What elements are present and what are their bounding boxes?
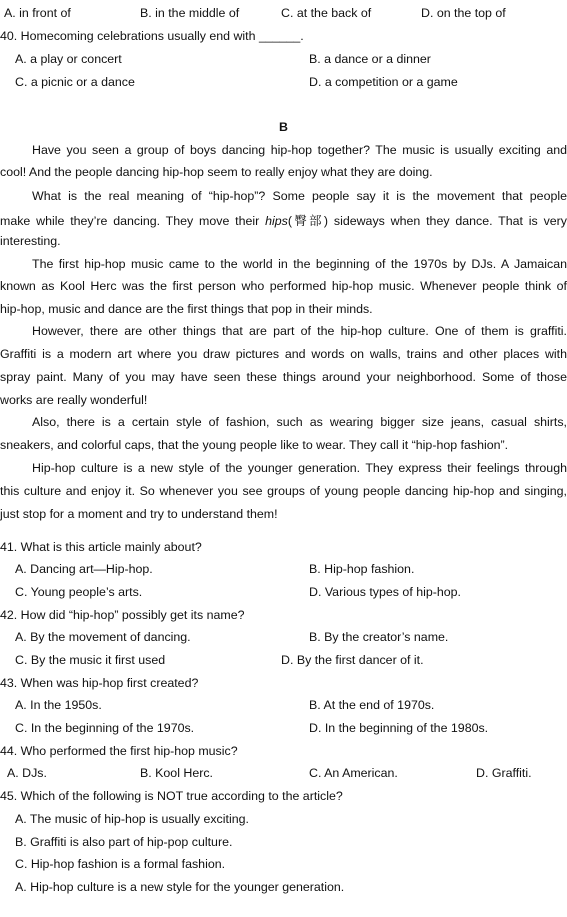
- q44-option-b: B. Kool Herc.: [140, 766, 213, 780]
- q44-stem: 44. Who performed the first hip-hop music?: [0, 744, 238, 758]
- passage-line: Have you seen a group of boys dancing hip-hop together? The music is usually exciting and: [32, 143, 567, 157]
- q45-option-b: B. Graffiti is also part of hip-pop culture.: [15, 835, 233, 849]
- q43-option-c: C. In the beginning of the 1970s.: [15, 721, 195, 735]
- passage-line: just stop for a moment and try to understand them!: [0, 507, 278, 521]
- q42-option-d: D. By the first dancer of it.: [281, 653, 424, 667]
- q40-option-a: A. a play or concert: [15, 52, 122, 66]
- q41-option-d: D. Various types of hip-hop.: [309, 585, 461, 599]
- q44-option-d: D. Graffiti.: [476, 766, 532, 780]
- q41-stem: 41. What is this article mainly about?: [0, 540, 202, 554]
- q42-option-c: C. By the music it first used: [15, 653, 166, 667]
- passage-line: Hip-hop culture is a new style of the younger generation. They express their feelings through: [32, 461, 567, 475]
- passage-line: sneakers, and colorful caps, that the young people like to wear. They call it “hip-hop fashion”.: [0, 438, 509, 452]
- q45-stem: 45. Which of the following is NOT true according to the article?: [0, 789, 343, 803]
- q44-option-c: C. An American.: [309, 766, 398, 780]
- q39-option-d: D. on the top of: [421, 6, 506, 20]
- q43-option-b: B. At the end of 1970s.: [309, 698, 435, 712]
- passage-line: [0, 211, 567, 229]
- q40-option-d: D. a competition or a game: [309, 75, 458, 89]
- q42-option-a: A. By the movement of dancing.: [15, 630, 191, 644]
- passage-line: However, there are other things that are part of the hip-hop culture. One of them is graffiti.: [32, 324, 567, 338]
- passage-line: known as Kool Herc was the first person who performed hip-hop music. Whenever people think of: [0, 279, 567, 293]
- q45-option-d: A. Hip-hop culture is a new style for the younger generation.: [15, 880, 345, 894]
- q43-stem: 43. When was hip-hop first created?: [0, 676, 199, 690]
- q39-option-b: B. in the middle of: [140, 6, 240, 20]
- passage-line: interesting.: [0, 234, 61, 248]
- q42-option-b: B. By the creator’s name.: [309, 630, 449, 644]
- q40-option-b: B. a dance or a dinner: [309, 52, 431, 66]
- q45-option-a: A. The music of hip-hop is usually exciting.: [15, 812, 249, 826]
- passage-text: (臀部) sideways when they dance. That is very: [287, 214, 567, 228]
- passage-line: cool! And the people dancing hip-hop seem to really enjoy what they are doing.: [0, 165, 433, 179]
- q41-option-b: B. Hip-hop fashion.: [309, 562, 415, 576]
- passage-line: Graffiti is a modern art where you draw pictures and words on walls, trains and other places with: [0, 347, 567, 361]
- passage-line: The first hip-hop music came to the world in the beginning of the 1970s by DJs. A Jamaican: [32, 257, 567, 271]
- q42-stem: 42. How did “hip-hop” possibly get its name?: [0, 608, 245, 622]
- q41-option-a: A. Dancing art—Hip-hop.: [15, 562, 153, 576]
- passage-line: this culture and enjoy it. So whenever you see groups of young people dancing hip-hop and singing,: [0, 484, 567, 498]
- q41-option-c: C. Young people’s arts.: [15, 585, 143, 599]
- passage-line: Also, there is a certain style of fashion, such as wearing bigger size jeans, casual shirts,: [32, 415, 567, 429]
- q43-option-d: D. In the beginning of the 1980s.: [309, 721, 489, 735]
- passage-heading: B: [279, 120, 288, 134]
- q44-option-a: A. DJs.: [7, 766, 47, 780]
- passage-line: spray paint. Many of you may have seen these things around your neighborhood. Some of those: [0, 370, 567, 384]
- q40-option-c: C. a picnic or a dance: [15, 75, 135, 89]
- q40-stem: 40. Homecoming celebrations usually end with ______.: [0, 29, 304, 43]
- passage-line: What is the real meaning of “hip-hop”? Some people say it is the movement that people: [32, 189, 567, 203]
- q39-option-c: C. at the back of: [281, 6, 372, 20]
- q43-option-a: A. In the 1950s.: [15, 698, 102, 712]
- passage-line: hip-hop, music and dance are the first things that pop in their minds.: [0, 302, 373, 316]
- passage-italic-word: hips: [265, 214, 288, 228]
- q39-option-a: A. in front of: [4, 6, 71, 20]
- passage-line: works are really wonderful!: [0, 393, 148, 407]
- passage-text: make while they’re dancing. They move their: [0, 214, 266, 228]
- q45-option-c: C. Hip-hop fashion is a formal fashion.: [15, 857, 226, 871]
